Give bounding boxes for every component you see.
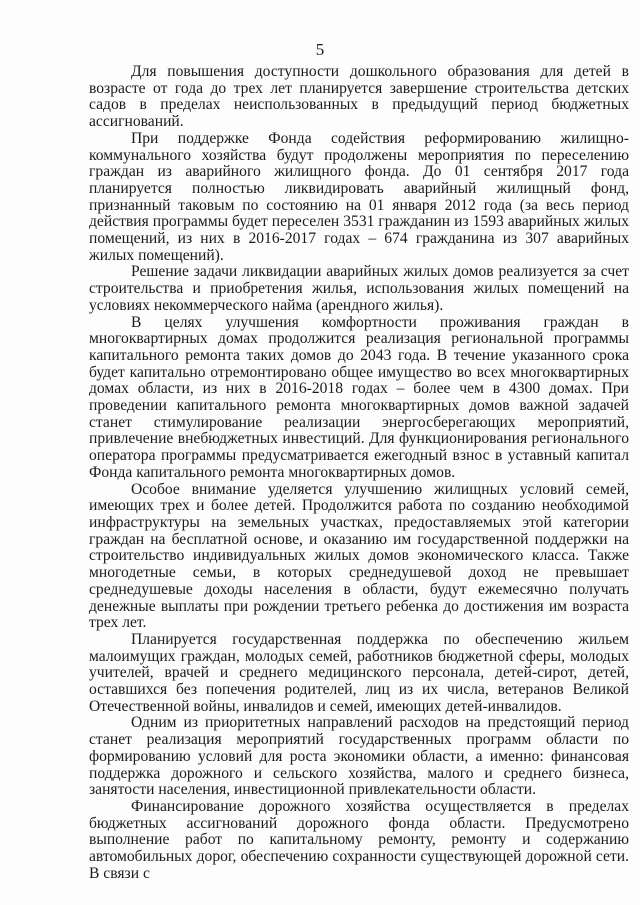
paragraph-resettlement: При поддержке Фонда содействия реформированию жилищно-коммунального хозяйства будут продолжены мероприятия по переселению граждан из аварийного жилищного фонда. До 01 сентября 2017 года планируется полностью ликвидировать аварийный жилищный фонд, признанный таковым по состоянию на 01 января 2012 года (за весь период действия программы будет переселен 3531 гражданин из 1593 аварийных жилых помещений, из них в 2016-2017 годах – 674 гражданина из 307 аварийных жилых помещений). bbox=[89, 129, 629, 264]
page-number: 5 bbox=[315, 40, 325, 59]
paragraph-road-funding: Финансирование дорожного хозяйства осуществляется в пределах бюджетных ассигнований дорожного фонда области. Предусмотрено выполнение работ по капитальному ремонту, ремонту и содержанию автомобильных дорог, обеспечению сохранности существующей дорожной сети. В связи с bbox=[89, 797, 629, 882]
paragraph-capital-repair: В целях улучшения комфортности проживания граждан в многоквартирных домах продолжится реализация региональной программы капитального ремонта таких домов до 2043 года. В течение указанного срока будет капитально отремонтировано общее имущество во всех многоквартирных домах области, из них в 2016-2018 годах – более чем в 4300 домах. При проведении капитального ремонта многоквартирных домов важной задачей станет стимулирование реализации энергосберегающих мероприятий, привлечение внебюджетных инвестиций. Для функционирования регионального оператора программы предусматривается ежегодный взнос в уставный капитал Фонда капитального ремонта многоквартирных домов. bbox=[89, 313, 629, 481]
paragraph-large-families: Особое внимание уделяется улучшению жилищных условий семей, имеющих трех и более детей. Продолжится работа по созданию необходимой инфраструктуры на земельных участках, предоставляемых этой категории граждан на бесплатной основе, и оказанию им государственной поддержки на строительство индивидуальных жилых домов экономического класса. Также многодетные семьи, в которых среднедушевой доход не превышает среднедушевые доходы населения в области, будут ежемесячно получать денежные выплаты при рождении третьего ребенка до достижения им возраста трех лет. bbox=[89, 480, 629, 632]
document-body bbox=[89, 64, 629, 882]
paragraph-economic-priorities: Одним из приоритетных направлений расходов на предстоящий период станет реализация мероприятий государственных программ области по формированию условий для роста экономики области, а именно: финансовая поддержка дорожного и сельского хозяйства, малого и среднего бизнеса, занятости населения, инвестиционной привлекательности области. bbox=[89, 714, 629, 799]
paragraph-preschool-education: Для повышения доступности дошкольного образования для детей в возрасте от года до трех лет планируется завершение строительства детских садов в пределах неиспользованных в предыдущий период бюджетных ассигнований. bbox=[89, 63, 629, 131]
paragraph-emergency-housing: Решение задачи ликвидации аварийных жилых домов реализуется за счет строительства и приобретения жилья, использования жилых помещений на условиях некоммерческого найма (арендного жилья). bbox=[89, 263, 629, 314]
paragraph-housing-support: Планируется государственная поддержка по обеспечению жильем малоимущих граждан, молодых семей, работников бюджетной сферы, молодых учителей, врачей и среднего медицинского персонала, детей-сирот, детей, оставшихся без попечения родителей, лиц из их числа, ветеранов Великой Отечественной войны, инвалидов и семей, имеющих детей-инвалидов. bbox=[89, 630, 629, 715]
